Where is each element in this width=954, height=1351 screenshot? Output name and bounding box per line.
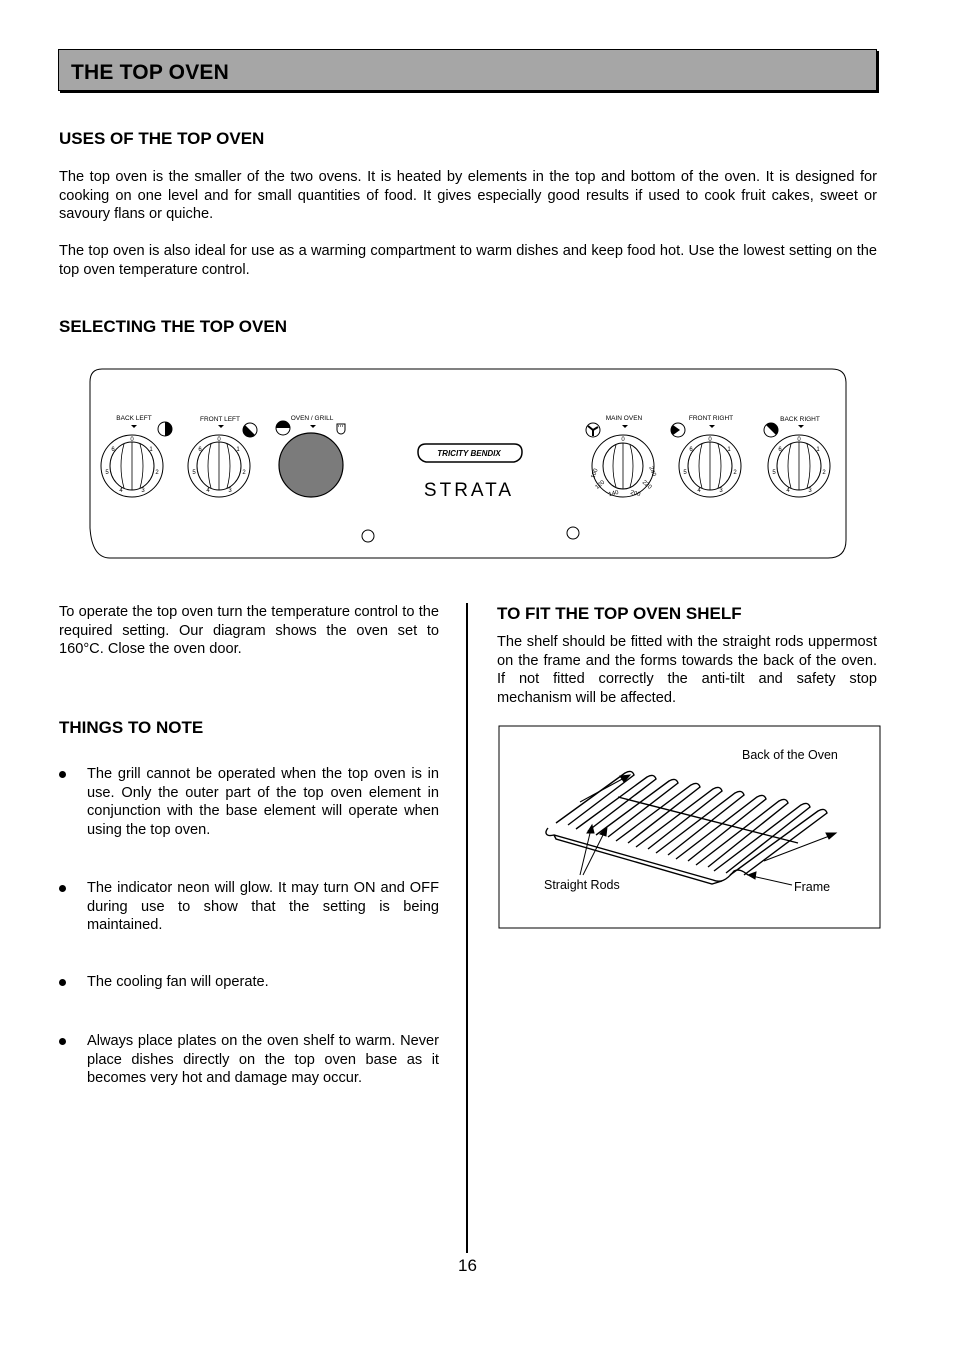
front-left-zone-icon (243, 423, 257, 437)
selecting-instruction: To operate the top oven turn the temperature control to the required setting. Our diagram shows the oven set to 160°C. Close the oven door. (59, 604, 439, 657)
grill-icon (337, 424, 345, 434)
svg-text:2: 2 (242, 470, 246, 476)
svg-text:140: 140 (608, 489, 620, 499)
svg-text:1: 1 (727, 447, 731, 453)
model-name: STRATA (423, 480, 515, 501)
oven-grill-knob (279, 433, 343, 497)
svg-text:4: 4 (697, 488, 701, 494)
svg-text:5: 5 (192, 470, 196, 476)
label-frame: Frame (794, 880, 831, 894)
svg-text:3: 3 (808, 488, 812, 494)
svg-text:5: 5 (105, 470, 109, 476)
control-panel-outline (90, 369, 846, 558)
svg-text:5: 5 (772, 470, 776, 476)
label-oven-grill: OVEN / GRILL (290, 415, 334, 422)
svg-text:1: 1 (149, 447, 153, 453)
bullet-icon (59, 1038, 66, 1045)
brand-name: TRICITY BENDIX (437, 449, 501, 458)
label-main-oven: MAIN OVEN (605, 415, 643, 422)
front-left-knob (188, 435, 250, 497)
label-back-of-oven: Back of the Oven (742, 748, 838, 762)
frame-pointer (748, 872, 792, 885)
page-number: 16 (458, 1256, 477, 1275)
front-right-knob (679, 435, 741, 497)
main-oven-knob (591, 435, 657, 498)
indicator-neon-right (567, 527, 579, 539)
uses-heading: USES OF THE TOP OVEN (59, 129, 265, 148)
notes-heading: THINGS TO NOTE (59, 718, 204, 737)
brand-badge (418, 444, 522, 501)
bullet-icon (59, 885, 66, 892)
svg-text:6: 6 (198, 447, 202, 453)
svg-text:6: 6 (689, 447, 693, 453)
shelf-rack (546, 771, 827, 884)
svg-text:0: 0 (621, 437, 625, 443)
svg-text:6: 6 (111, 447, 115, 453)
back-left-zone-icon (158, 422, 172, 436)
svg-text:4: 4 (119, 488, 123, 494)
top-oven-icon (276, 421, 290, 435)
bullet-icon (59, 979, 66, 986)
svg-text:2: 2 (733, 470, 737, 476)
svg-text:4: 4 (206, 488, 210, 494)
svg-text:0: 0 (708, 437, 712, 443)
svg-text:1: 1 (816, 447, 820, 453)
control-panel-diagram (88, 368, 850, 560)
svg-text:3: 3 (228, 488, 232, 494)
back-right-zone-icon (764, 423, 778, 437)
svg-text:6: 6 (778, 447, 782, 453)
label-back-right: BACK RIGHT (780, 416, 820, 423)
oven-shelf-diagram (498, 725, 882, 930)
svg-text:4: 4 (786, 488, 790, 494)
uses-paragraph-1: The top oven is the smaller of the two ovens. It is heated by elements in the top and bottom of the oven. It is designed for cooking on one level and for small quantities of food. It gives especially good results if used to cook fruit cakes, sweet or savoury flans or quiche. (59, 169, 877, 222)
uses-paragraph-2: The top oven is also ideal for use as a warming compartment to warm dishes and keep food hot. Use the lowest setting on the top oven temperature control. (59, 243, 877, 278)
label-back-left: BACK LEFT (116, 415, 152, 422)
shelf-paragraph: The shelf should be fitted with the straight rods uppermost on the frame and the forms towards the back of the oven. If not fitted correctly the anti-tilt and safety stop mechanism will be affected. (497, 634, 877, 706)
shelf-heading: TO FIT THE TOP OVEN SHELF (497, 604, 742, 623)
svg-text:3: 3 (141, 488, 145, 494)
page-title-banner (58, 49, 877, 91)
svg-text:0: 0 (217, 437, 221, 443)
fan-oven-icon (586, 423, 600, 437)
svg-text:220: 220 (640, 479, 653, 491)
svg-text:240: 240 (647, 465, 657, 478)
column-divider (466, 603, 468, 1253)
label-straight-rods: Straight Rods (544, 878, 620, 892)
svg-text:1: 1 (236, 447, 240, 453)
svg-text:200: 200 (629, 489, 641, 499)
bullet-icon (59, 771, 66, 778)
svg-text:0: 0 (130, 437, 134, 443)
svg-text:2: 2 (822, 470, 826, 476)
svg-text:3: 3 (719, 488, 723, 494)
selecting-heading: SELECTING THE TOP OVEN (59, 317, 287, 336)
svg-text:2: 2 (155, 470, 159, 476)
back-left-knob (101, 435, 163, 497)
indicator-neon-left (362, 530, 374, 542)
page-title: THE TOP OVEN (71, 61, 229, 84)
svg-text:100: 100 (590, 467, 600, 480)
front-right-zone-icon (671, 423, 685, 437)
svg-text:5: 5 (683, 470, 687, 476)
back-right-knob (768, 435, 830, 497)
label-front-left: FRONT LEFT (200, 416, 240, 423)
svg-text:0: 0 (797, 437, 801, 443)
svg-text:120: 120 (594, 479, 607, 491)
label-front-right: FRONT RIGHT (688, 415, 734, 422)
